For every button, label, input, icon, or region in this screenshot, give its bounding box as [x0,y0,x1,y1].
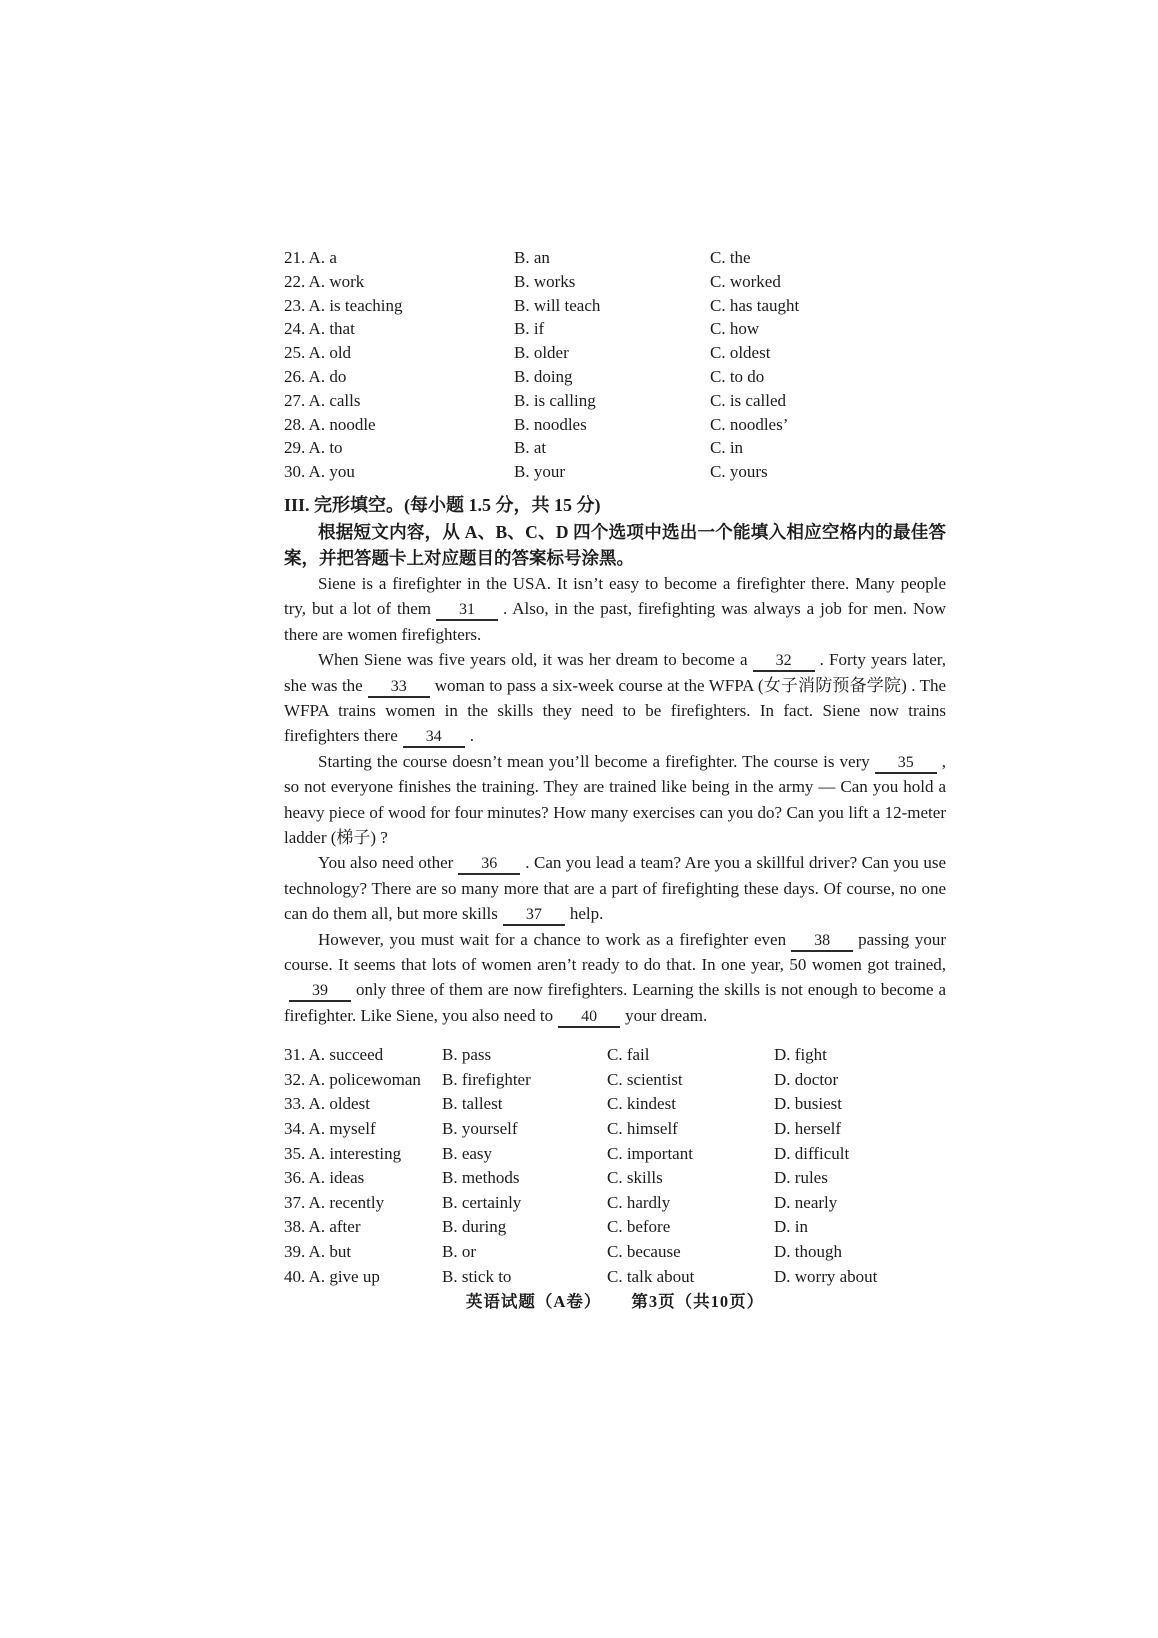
option-c: C. talk about [607,1266,695,1286]
option-a: 36. A. ideas [284,1168,365,1188]
option-a: 22. A. work [284,271,365,291]
blank-35: 35 [875,754,937,774]
option-d: D. in [774,1217,808,1237]
question-row-25 [284,343,946,367]
option-a: 30. A. you [284,462,355,482]
blank-40: 40 [558,1008,620,1028]
option-b: B. during [442,1217,507,1237]
question-row-26 [284,367,946,391]
passage-text: Starting the course doesn’t mean you’ll become a firefighter. The course is very [318,751,870,771]
option-a: 33. A. oldest [284,1094,370,1114]
blank-38: 38 [791,932,853,952]
option-a: 21. A. a [284,248,337,267]
option-d: D. rules [774,1168,828,1188]
page-content [284,248,946,1291]
option-a: 26. A. do [284,366,347,386]
option-c: C. in [710,438,744,458]
option-b: B. or [442,1242,476,1262]
passage-text: only three of them are now firefighters. Learning the skills is not enough to become a firefighter. Like Siene, you also need to [284,980,946,1025]
option-b: B. yourself [442,1119,518,1139]
passage-text: woman to pass a six-week course at the WFPA (女子消防预备学院) . The WFPA trains women in the skills they need to be firefighters. In fact. Siene now trains firefighters there [284,675,947,746]
option-b: B. tallest [442,1094,503,1114]
section-instruction: 根据短文内容，从 A、B、C、D 四个选项中选出一个能填入相应空格内的最佳答案，并把答题卡上对应题目的答案标号涂黑。 [284,521,946,568]
option-b: B. works [514,271,576,291]
option-a: 34. A. myself [284,1119,376,1139]
option-a: 29. A. to [284,438,343,458]
question-row-38 [284,1217,946,1242]
section-heading: III. 完形填空。(每小题 1.5 分，共 15 分) [284,494,601,515]
blank-36: 36 [458,855,520,875]
option-d: D. herself [774,1119,842,1139]
passage-text: , so not everyone finishes the training. They are trained like being in the army — Can you hold a heavy piece of wood for four minutes? How many exercises can you do? Can you lift a 12-meter ladder (梯子) ? [284,751,946,848]
option-a: 35. A. interesting [284,1143,402,1163]
option-c: C. noodles’ [710,414,789,434]
option-b: B. will teach [514,295,601,315]
question-row-31 [284,1045,946,1070]
question-row-35 [284,1144,946,1169]
option-d: D. busiest [774,1094,842,1114]
option-a: 25. A. old [284,343,352,363]
option-b: B. is calling [514,390,596,410]
option-a: 37. A. recently [284,1192,385,1212]
option-c: C. kindest [607,1094,676,1114]
blank-31: 31 [436,601,498,621]
passage-text: When Siene was five years old, it was her dream to become a [318,650,748,670]
passage-paragraph-1 [284,571,946,647]
blank-33: 33 [368,678,430,698]
passage-text: help. [569,904,604,924]
passage-paragraph-2 [284,647,946,749]
option-c: C. is called [710,390,787,410]
blank-32: 32 [753,652,815,672]
option-d: D. fight [774,1045,827,1065]
question-row-21 [284,248,946,272]
option-b: B. certainly [442,1192,522,1212]
option-b: B. stick to [442,1266,512,1286]
option-b: B. an [514,248,550,267]
option-b: B. pass [442,1045,492,1065]
passage-text: . Can you lead a team? Are you a skillful driver? Can you use technology? There are so many more that are a part of firefighting these days. Of course, no one can do them all, but more skills [284,853,946,924]
footer-exam-title: 英语试题（A卷） [465,1292,602,1311]
question-row-32 [284,1070,946,1095]
option-a: 27. A. calls [284,390,361,410]
questions-31-40 [284,1045,946,1291]
option-a: 24. A. that [284,319,355,339]
option-a: 32. A. policewoman [284,1069,421,1089]
footer-page-number: 第3页（共10页） [631,1292,765,1311]
option-c: C. how [710,319,760,339]
question-row-33 [284,1094,946,1119]
option-d: D. worry about [774,1266,878,1286]
questions-21-30 [284,248,946,486]
blank-37: 37 [503,906,565,926]
question-row-37 [284,1193,946,1218]
option-c: C. oldest [710,343,771,363]
option-a: 40. A. give up [284,1266,380,1286]
option-c: C. before [607,1217,671,1237]
question-row-23 [284,296,946,320]
cloze-passage [284,571,946,1028]
passage-text: However, you must wait for a chance to work as a firefighter even [318,929,787,949]
passage-paragraph-4 [284,850,946,926]
option-c: C. worked [710,271,781,291]
passage-paragraph-5 [284,927,946,1029]
question-row-30 [284,462,946,486]
passage-text: your dream. [625,1005,708,1025]
passage-text: passing your course. It seems that lots of women aren’t ready to do that. In one year, 50 women got trained, [284,929,946,975]
option-a: 28. A. noodle [284,414,376,434]
option-c: C. hardly [607,1192,671,1212]
option-d: D. nearly [774,1192,838,1212]
option-c: C. has taught [710,295,800,315]
option-c: C. the [710,248,751,267]
option-b: B. easy [442,1143,493,1163]
option-c: C. scientist [607,1069,683,1089]
option-c: C. fail [607,1045,650,1065]
passage-text: Siene is a firefighter in the USA. It isn’t easy to become a firefighter there. Many people try, but a lot of them [284,573,946,619]
question-row-36 [284,1168,946,1193]
option-b: B. noodles [514,414,587,434]
option-c: C. to do [710,366,765,386]
question-row-24 [284,319,946,343]
option-d: D. though [774,1242,842,1262]
option-b: B. your [514,462,565,482]
passage-text: . Forty years later, she was the [284,650,946,695]
option-a: 23. A. is teaching [284,295,403,315]
question-row-28 [284,415,946,439]
blank-39: 39 [289,982,351,1002]
passage-text: You also need other [318,853,454,873]
question-row-22 [284,272,946,296]
option-c: C. because [607,1242,681,1262]
passage-text: . Also, in the past, firefighting was always a job for men. Now there are women firefighters. [284,599,946,644]
option-c: C. skills [607,1168,663,1188]
option-b: B. at [514,438,547,458]
passage-paragraph-3 [284,749,946,851]
option-a: 38. A. after [284,1217,361,1237]
option-c: C. yours [710,462,768,482]
blank-34: 34 [403,728,465,748]
option-b: B. methods [442,1168,520,1188]
option-d: D. doctor [774,1069,839,1089]
question-row-39 [284,1242,946,1267]
page-footer [284,1288,946,1312]
option-b: B. doing [514,366,573,386]
question-row-27 [284,391,946,415]
option-b: B. older [514,343,569,363]
option-a: 39. A. but [284,1242,352,1262]
passage-text: . [469,726,474,746]
option-b: B. firefighter [442,1069,531,1089]
question-row-34 [284,1119,946,1144]
option-b: B. if [514,319,545,339]
option-d: D. difficult [774,1143,850,1163]
option-a: 31. A. succeed [284,1045,384,1065]
option-c: C. important [607,1143,693,1163]
question-row-29 [284,438,946,462]
option-c: C. himself [607,1119,678,1139]
